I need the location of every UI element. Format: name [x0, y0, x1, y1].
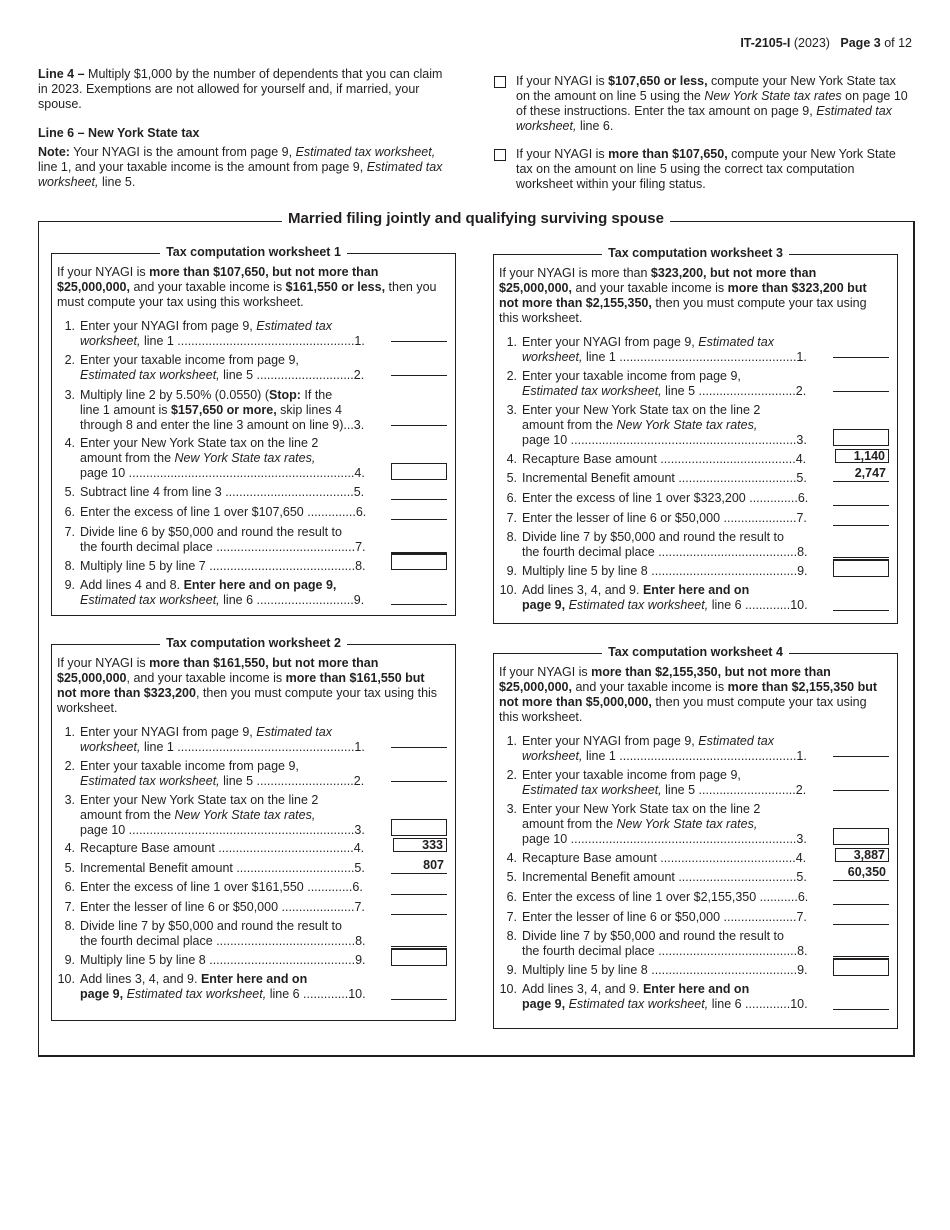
ws3-line-4: 4. Recapture Base amount .......................................4. 1,140: [499, 452, 889, 468]
ws3-line-2-input[interactable]: [833, 391, 889, 392]
ws2-line-10-input[interactable]: [391, 999, 447, 1000]
ws3-line-6: 6. Enter the excess of line 1 over $323,200 ..............6.: [499, 491, 889, 507]
ws1-line-2-input[interactable]: [391, 375, 447, 376]
line6-note: Note: Your NYAGI is the amount from page 9, Estimated tax worksheet, line 1, and your taxable income is the amount from page 9, Estimated tax worksheet, line 5.: [38, 145, 443, 189]
ws2-line-1-input[interactable]: [391, 747, 447, 748]
ws2-line-6: 6. Enter the excess of line 1 over $161,550 .............6.: [57, 880, 447, 896]
ws1-line-2: 2. Enter your taxable income from page 9, Estimated tax worksheet, line 5 ............................2.: [57, 353, 447, 383]
ws3-line-6-input[interactable]: [833, 505, 889, 506]
form-year: (2023): [793, 36, 830, 50]
ws4-line-5: 5. Incremental Benefit amount ..................................5. 60,350: [499, 870, 889, 886]
ws4-line-3: 3. Enter your New York State tax on the line 2 amount from the New York State tax rates, page 10 .................................................................3.: [499, 802, 889, 847]
ws3-line-7-input[interactable]: [833, 525, 889, 526]
ws2-line-10: 10. Add lines 3, 4, and 9. Enter here and on page 9, Estimated tax worksheet, line 6 .............10.: [57, 972, 447, 1002]
ws1-line-4: 4. Enter your New York State tax on the line 2 amount from the New York State tax rates, page 10 .................................................................4.: [57, 436, 447, 481]
page-header: [740, 36, 912, 50]
worksheet-title: Tax computation worksheet 4: [494, 645, 897, 659]
ws3-line-9: 9. Multiply line 5 by line 8 ..........................................9.: [499, 564, 889, 580]
ws4-line-8: 8. Divide line 7 by $50,000 and round the result to the fourth decimal place ........................................8.: [499, 929, 889, 959]
ws1-line-5-input[interactable]: [391, 499, 447, 500]
tax-computation-worksheet-3: [493, 246, 898, 624]
ws4-recapture-base-value: 3,887: [835, 848, 889, 862]
ws1-line-3-input[interactable]: [391, 425, 447, 426]
ws3-line-3-input[interactable]: [833, 429, 889, 446]
intro-right: [494, 74, 912, 192]
worksheet-title: Tax computation worksheet 2: [52, 636, 455, 650]
worksheet-intro: If your NYAGI is more than $161,550, but not more than $25,000,000, and your taxable income is more than $161,550 but not more than $323,200, then you must compute your tax using this worksheet.: [57, 656, 438, 715]
ws3-line-9-input[interactable]: [833, 560, 889, 577]
ws4-incremental-benefit-value: 60,350: [833, 865, 889, 881]
ws2-line-3-input[interactable]: [391, 819, 447, 836]
page-total: of 12: [884, 36, 912, 50]
line6-heading: Line 6 – New York State tax: [38, 126, 200, 140]
tax-computation-worksheet-2: [51, 636, 456, 1021]
ws2-line-3: 3. Enter your New York State tax on the line 2 amount from the New York State tax rates, page 10 .................................................................3.: [57, 793, 447, 838]
ws1-line-1-input[interactable]: [391, 341, 447, 342]
ws1-line-9-input[interactable]: [391, 604, 447, 605]
ws2-line-4: 4. Recapture Base amount .......................................4. 333: [57, 841, 447, 857]
checkbox-icon[interactable]: [494, 76, 506, 88]
ws4-line-2: 2. Enter your taxable income from page 9, Estimated tax worksheet, line 5 ............................2.: [499, 768, 889, 798]
ws4-line-1-input[interactable]: [833, 756, 889, 757]
section-title: Married filing jointly and qualifying surviving spouse: [39, 210, 913, 227]
ws4-line-4: 4. Recapture Base amount .......................................4. 3,887: [499, 851, 889, 867]
worksheet-intro: If your NYAGI is more than $323,200, but not more than $25,000,000, and your taxable income is more than $323,200 but not more than $2,155,350, then you must compute your tax using this worksheet.: [499, 266, 867, 325]
ws2-line-9: 9. Multiply line 5 by line 8 ..........................................9.: [57, 953, 447, 969]
page-number: Page 3: [840, 36, 881, 50]
ws4-line-10-input[interactable]: [833, 1009, 889, 1010]
line4-instructions: Line 4 – Multiply $1,000 by the number of dependents that you can claim in 2023. Exemptions are not allowed for yourself and, if married, your spouse.: [38, 67, 443, 111]
option-107650-or-less: If your NYAGI is $107,650 or less, compute your New York State tax on the amount on line 5 using the New York State tax rates on page 10 of these instructions. Enter the tax amount on page 9, Estimated tax worksheet, line 6.: [494, 74, 912, 134]
ws4-line-10: 10. Add lines 3, 4, and 9. Enter here and on page 9, Estimated tax worksheet, line 6 .............10.: [499, 982, 889, 1012]
ws2-recapture-base-value: 333: [393, 838, 447, 852]
ws3-incremental-benefit-value: 2,747: [833, 466, 889, 482]
ws1-line-6-input[interactable]: [391, 519, 447, 520]
ws2-line-8: 8. Divide line 7 by $50,000 and round the result to the fourth decimal place ........................................8.: [57, 919, 447, 949]
ws2-line-6-input[interactable]: [391, 894, 447, 895]
worksheet-intro: If your NYAGI is more than $2,155,350, but not more than $25,000,000, and your taxable income is more than $2,155,350 but not more than $5,000,000, then you must compute your tax using this worksheet.: [499, 665, 878, 724]
ws2-line-5: 5. Incremental Benefit amount ..................................5. 807: [57, 861, 447, 877]
ws3-line-3: 3. Enter your New York State tax on the line 2 amount from the New York State tax rates, page 10 .................................................................3.: [499, 403, 889, 448]
worksheet-intro: If your NYAGI is more than $107,650, but not more than $25,000,000, and your taxable income is $161,550 or less, then you must compute your tax using this worksheet.: [57, 265, 437, 309]
worksheet-title: Tax computation worksheet 3: [494, 246, 897, 260]
option-more-than-107650: If your NYAGI is more than $107,650, compute your New York State tax on the amount on line 5 using the correct tax computation worksheet within your filing status.: [494, 147, 912, 192]
intro-left: [38, 67, 450, 190]
ws4-line-2-input[interactable]: [833, 790, 889, 791]
ws1-line-8-input[interactable]: [391, 553, 447, 570]
ws3-line-1: 1. Enter your NYAGI from page 9, Estimated tax worksheet, line 1 ...................................................1.: [499, 335, 889, 365]
ws2-line-9-input[interactable]: [391, 949, 447, 966]
ws2-line-2: 2. Enter your taxable income from page 9, Estimated tax worksheet, line 5 ............................2.: [57, 759, 447, 789]
tax-computation-worksheet-1: [51, 245, 456, 616]
ws3-line-8: 8. Divide line 7 by $50,000 and round the result to the fourth decimal place ........................................8.: [499, 530, 889, 560]
ws1-line-6: 6. Enter the excess of line 1 over $107,650 ..............6.: [57, 505, 447, 521]
ws1-line-1: 1. Enter your NYAGI from page 9, Estimated tax worksheet, line 1 ...................................................1.: [57, 319, 447, 349]
ws4-line-7: 7. Enter the lesser of line 6 or $50,000 .....................7.: [499, 910, 889, 926]
ws4-line-9: 9. Multiply line 5 by line 8 ..........................................9.: [499, 963, 889, 979]
ws3-line-7: 7. Enter the lesser of line 6 or $50,000 .....................7.: [499, 511, 889, 527]
ws4-line-3-input[interactable]: [833, 828, 889, 845]
ws3-recapture-base-value: 1,140: [835, 449, 889, 463]
worksheet-title: Tax computation worksheet 1: [52, 245, 455, 259]
ws4-line-6-input[interactable]: [833, 904, 889, 905]
ws1-line-9: 9. Add lines 4 and 8. Enter here and on page 9, Estimated tax worksheet, line 6 ............................9.: [57, 578, 447, 608]
ws4-line-7-input[interactable]: [833, 924, 889, 925]
ws2-incremental-benefit-value: 807: [391, 858, 447, 874]
ws4-line-1: 1. Enter your NYAGI from page 9, Estimated tax worksheet, line 1 ...................................................1.: [499, 734, 889, 764]
tax-computation-worksheet-4: [493, 645, 898, 1029]
ws2-line-1: 1. Enter your NYAGI from page 9, Estimated tax worksheet, line 1 ...................................................1.: [57, 725, 447, 755]
ws3-line-1-input[interactable]: [833, 357, 889, 358]
ws1-line-8: 8. Multiply line 5 by line 7 ..........................................8.: [57, 559, 447, 575]
ws2-line-7: 7. Enter the lesser of line 6 or $50,000 .....................7.: [57, 900, 447, 916]
married-filing-jointly-section: [38, 210, 915, 1057]
ws3-line-5: 5. Incremental Benefit amount ..................................5. 2,747: [499, 471, 889, 487]
ws3-line-10: 10. Add lines 3, 4, and 9. Enter here and on page 9, Estimated tax worksheet, line 6 .............10.: [499, 583, 889, 613]
ws2-line-7-input[interactable]: [391, 914, 447, 915]
form-number: IT-2105-I: [740, 36, 791, 50]
ws1-line-5: 5. Subtract line 4 from line 3 .....................................5.: [57, 485, 447, 501]
ws4-line-9-input[interactable]: [833, 959, 889, 976]
checkbox-icon[interactable]: [494, 149, 506, 161]
ws1-line-3: 3. Multiply line 2 by 5.50% (0.0550) (Stop: If the line 1 amount is $157,650 or more, skip lines 4 through 8 and enter the line 3 amount on line 9)...3.: [57, 388, 447, 433]
ws2-line-2-input[interactable]: [391, 781, 447, 782]
ws1-line-7: 7. Divide line 6 by $50,000 and round the result to the fourth decimal place ........................................7.: [57, 525, 447, 555]
ws1-line-4-input[interactable]: [391, 463, 447, 480]
ws4-line-6: 6. Enter the excess of line 1 over $2,155,350 ...........6.: [499, 890, 889, 906]
ws3-line-10-input[interactable]: [833, 610, 889, 611]
ws3-line-2: 2. Enter your taxable income from page 9, Estimated tax worksheet, line 5 ............................2.: [499, 369, 889, 399]
